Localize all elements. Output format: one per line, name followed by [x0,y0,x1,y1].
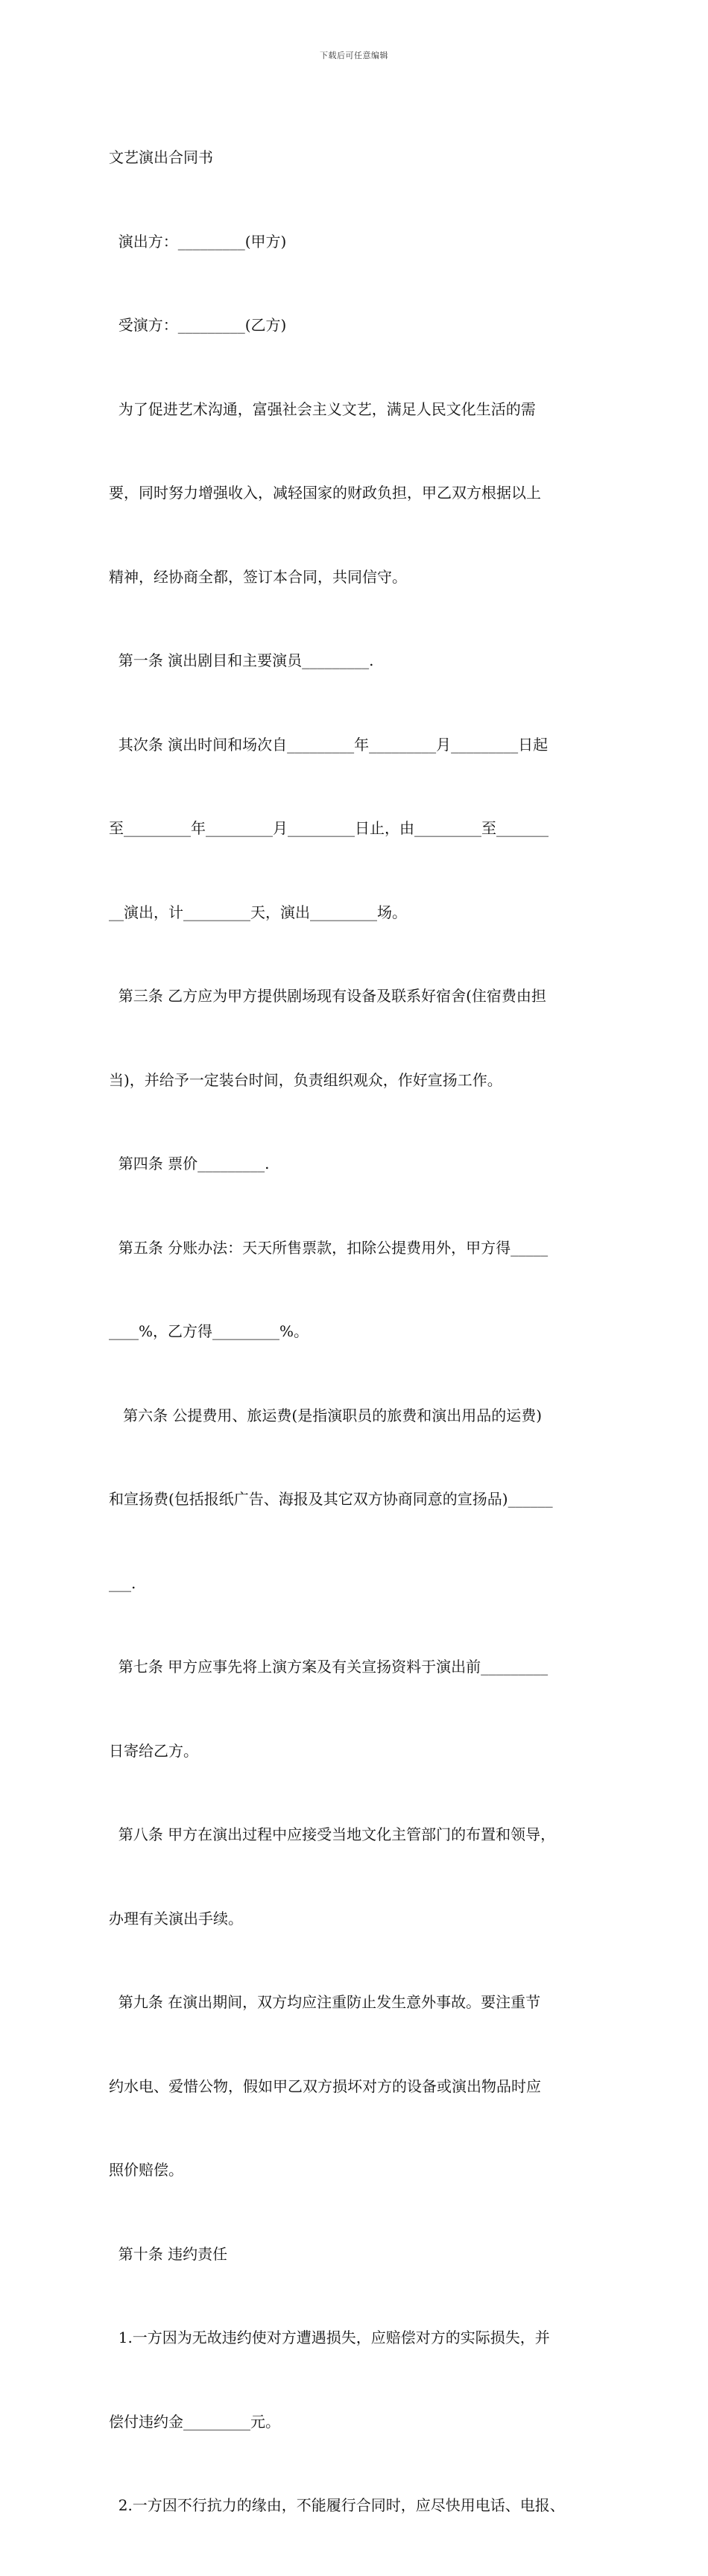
clause-10-item-1-line: 1.一方因为无故违约使对方遭遇损失，应赔偿对方的实际损失，并 [109,2329,550,2346]
clause-9-line: 约水电、爱惜公物，假如甲乙双方损坏对方的设备或演出物品时应 [109,2077,541,2095]
clause-4-line: 第四条 票价_________. [109,1155,270,1172]
party-b-line: 受演方：_________(乙方) [109,316,287,334]
clause-2-line: 至_________年_________月_________日止，由_________至_______ [109,819,549,837]
clause-6-line: 和宣扬费(包括报纸广告、海报及其它双方协商同意的宣扬品)______ [109,1490,553,1508]
clause-10-item-2-line: 2.一方因不行抗力的缘由，不能履行合同时，应尽快用电话、电报、 [109,2496,565,2514]
clause-2-line: 其次条 演出时间和场次自_________年_________月_________日起 [109,735,549,754]
document-body [109,88,604,2576]
clause-7-line: 日寄给乙方。 [109,1741,198,1760]
clause-3-line: 当)，并给予一定装台时间，负责组织观众，作好宣扬工作。 [109,1070,502,1089]
clause-3-line: 第三条 乙方应为甲方提供剧场现有设备及联系好宿舍(住宿费由担 [109,987,546,1005]
clause-10-item-1-line: 偿付违约金_________元。 [109,2412,280,2431]
preamble-line: 为了促进艺术沟通，富强社会主义文艺，满足人民文化生活的需 [109,400,536,418]
clause-9-line: 照价赔偿。 [109,2161,183,2179]
clause-1-line: 第一条 演出剧目和主要演员_________. [109,651,374,669]
preamble-line: 精神，经协商全都，签订本合同，共同信守。 [109,567,407,586]
clause-6-line: 第六条 公提费用、旅运费(是指演职员的旅费和演出用品的运费) [109,1406,543,1424]
clause-8-line: 第八条 甲方在演出过程中应接受当地文化主管部门的布置和领导， [109,1825,556,1843]
party-a-line: 演出方：_________(甲方) [109,232,287,250]
clause-6-line: ___. [109,1573,136,1592]
clause-7-line: 第七条 甲方应事先将上演方案及有关宣扬资料于演出前_________ [109,1658,549,1676]
clause-9-line: 第九条 在演出期间，双方均应注重防止发生意外事故。要注重节 [109,1993,541,2011]
clause-5-line: 第五条 分账办法：天天所售票款，扣除公提费用外，甲方得_____ [109,1238,549,1257]
clause-5-line: ____%，乙方得_________%。 [109,1322,309,1340]
clause-10-line: 第十条 违约责任 [109,2244,228,2263]
document-title: 文艺演出合同书 [109,148,213,166]
clause-8-line: 办理有关演出手续。 [109,1909,243,1928]
preamble-line: 要，同时努力增强收入，减轻国家的财政负担，甲乙双方根据以上 [109,484,541,502]
clause-2-line: __演出，计_________天，演出_________场。 [109,903,407,921]
header-note: 下载后可任意编辑 [320,51,388,60]
